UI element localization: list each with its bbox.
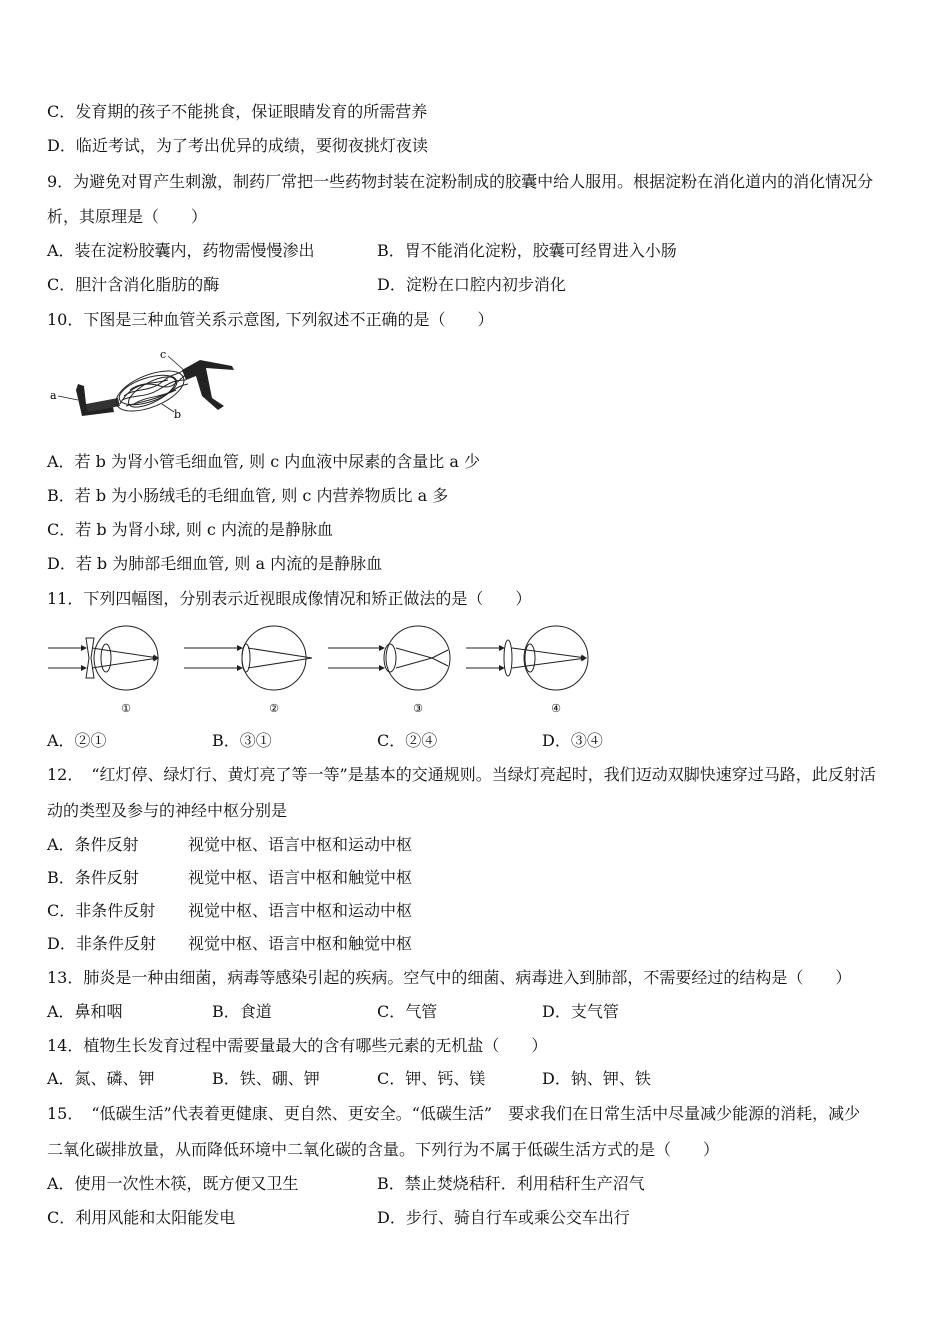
eye-diagram-4 [466, 626, 588, 690]
q8-option-c: C．发育期的孩子不能挑食，保证眼睛发育的所需营养 [47, 102, 428, 121]
q15-option-d: D．步行、骑自行车或乘公交车出行 [377, 1208, 630, 1227]
fig-label-2: ② [269, 702, 279, 715]
q10-option-a: A．若 b 为肾小管毛细血管, 则 c 内血液中尿素的含量比 a 少 [47, 452, 480, 471]
q12-option-c-centers: 视觉中枢、语言中枢和运动中枢 [188, 901, 413, 920]
eye-diagram-2 [184, 626, 312, 690]
q15-option-b: B．禁止焚烧秸秆．利用秸秆生产沼气 [377, 1174, 645, 1193]
q14-option-c: C．钾、钙、镁 [377, 1069, 486, 1088]
q14-option-b: B．铁、硼、钾 [212, 1069, 320, 1088]
fig-label-3: ③ [413, 702, 423, 715]
q10-stem: 10．下图是三种血管关系示意图, 下列叙述不正确的是（ ） [47, 310, 494, 329]
q12-option-b-type: B．条件反射 [47, 868, 139, 887]
q15-option-c: C．利用风能和太阳能发电 [47, 1208, 236, 1227]
vessel-c [182, 360, 234, 410]
q9-option-d: D．淀粉在口腔内初步消化 [377, 275, 566, 294]
fig-label-4: ④ [551, 702, 561, 715]
fig-label-1: ① [121, 702, 131, 715]
q12-stem-line2: 动的类型及参与的神经中枢分别是 [47, 801, 288, 820]
q14-option-a: A．氮、磷、钾 [47, 1069, 155, 1088]
q9-stem-line1: 9．为避免对胃产生刺激，制药厂常把一些药物封装在淀粉制成的胶囊中给人服用。根据淀粉在消化道内的消化情况分 [47, 172, 874, 191]
q15-option-a: A．使用一次性木筷，既方便又卫生 [47, 1174, 299, 1193]
q11-option-c: C．②④ [377, 731, 438, 750]
q13-option-b: B．食道 [212, 1002, 272, 1021]
q15-stem-line1: 15． “低碳生活”代表着更健康、更自然、更安全。“低碳生活” 要求我们在日常生活中尽量减少能源的消耗，减少 [47, 1104, 861, 1123]
eye-diagram-3 [328, 626, 450, 690]
label-c: c [160, 348, 167, 361]
q12-option-d-centers: 视觉中枢、语言中枢和触觉中枢 [188, 934, 413, 953]
q13-option-d: D．支气管 [542, 1002, 619, 1021]
q13-option-a: A．鼻和咽 [47, 1002, 123, 1021]
q9-option-b: B．胃不能消化淀粉，胶囊可经胃进入小肠 [377, 241, 677, 260]
q13-option-c: C．气管 [377, 1002, 438, 1021]
q14-option-d: D．钠、钾、铁 [542, 1069, 651, 1088]
blood-vessel-diagram [50, 346, 235, 424]
q11-option-a: A．②① [47, 731, 107, 750]
q15-stem-line2: 二氧化碳排放量，从而降低环境中二氧化碳的含量。下列行为不属于低碳生活方式的是（ ） [47, 1140, 720, 1159]
q12-option-a-type: A．条件反射 [47, 835, 139, 854]
q11-stem: 11．下列四幅图，分别表示近视眼成像情况和矫正做法的是（ ） [47, 589, 532, 608]
q11-option-b: B．③① [212, 731, 272, 750]
q11-option-d: D．③④ [542, 731, 603, 750]
q10-option-b: B．若 b 为小肠绒毛的毛细血管, 则 c 内营养物质比 a 多 [47, 486, 449, 505]
q9-option-a: A．装在淀粉胶囊内，药物需慢慢渗出 [47, 241, 315, 260]
q13-stem: 13．肺炎是一种由细菌，病毒等感染引起的疾病。空气中的细菌、病毒进入到肺部，不需要经过的结构是（ ） [47, 968, 852, 987]
q12-option-c-type: C．非条件反射 [47, 901, 156, 920]
q9-stem-line2: 析，其原理是（ ） [47, 207, 208, 226]
q8-option-d: D．临近考试，为了考出优异的成绩，要彻夜挑灯夜读 [47, 136, 428, 155]
q10-option-c: C．若 b 为肾小球, 则 c 内流的是静脉血 [47, 520, 333, 539]
q10-option-d: D．若 b 为肺部毛细血管, 则 a 内流的是静脉血 [47, 554, 383, 573]
q12-option-b-centers: 视觉中枢、语言中枢和触觉中枢 [188, 868, 413, 887]
q12-option-d-type: D．非条件反射 [47, 934, 156, 953]
label-b: b [174, 408, 182, 421]
q12-stem-line1: 12． “红灯停、绿灯行、黄灯亮了等一等”是基本的交通规则。当绿灯亮起时，我们迈动双脚快速穿过马路，此反射活 [47, 765, 876, 784]
label-a: a [50, 389, 57, 402]
eye-diagrams [46, 620, 591, 720]
q12-option-a-centers: 视觉中枢、语言中枢和运动中枢 [188, 835, 413, 854]
q14-stem: 14．植物生长发育过程中需要量最大的含有哪些元素的无机盐（ ） [47, 1036, 548, 1055]
eye-diagram-1 [48, 626, 158, 690]
q9-option-c: C．胆汁含消化脂肪的酶 [47, 275, 220, 294]
